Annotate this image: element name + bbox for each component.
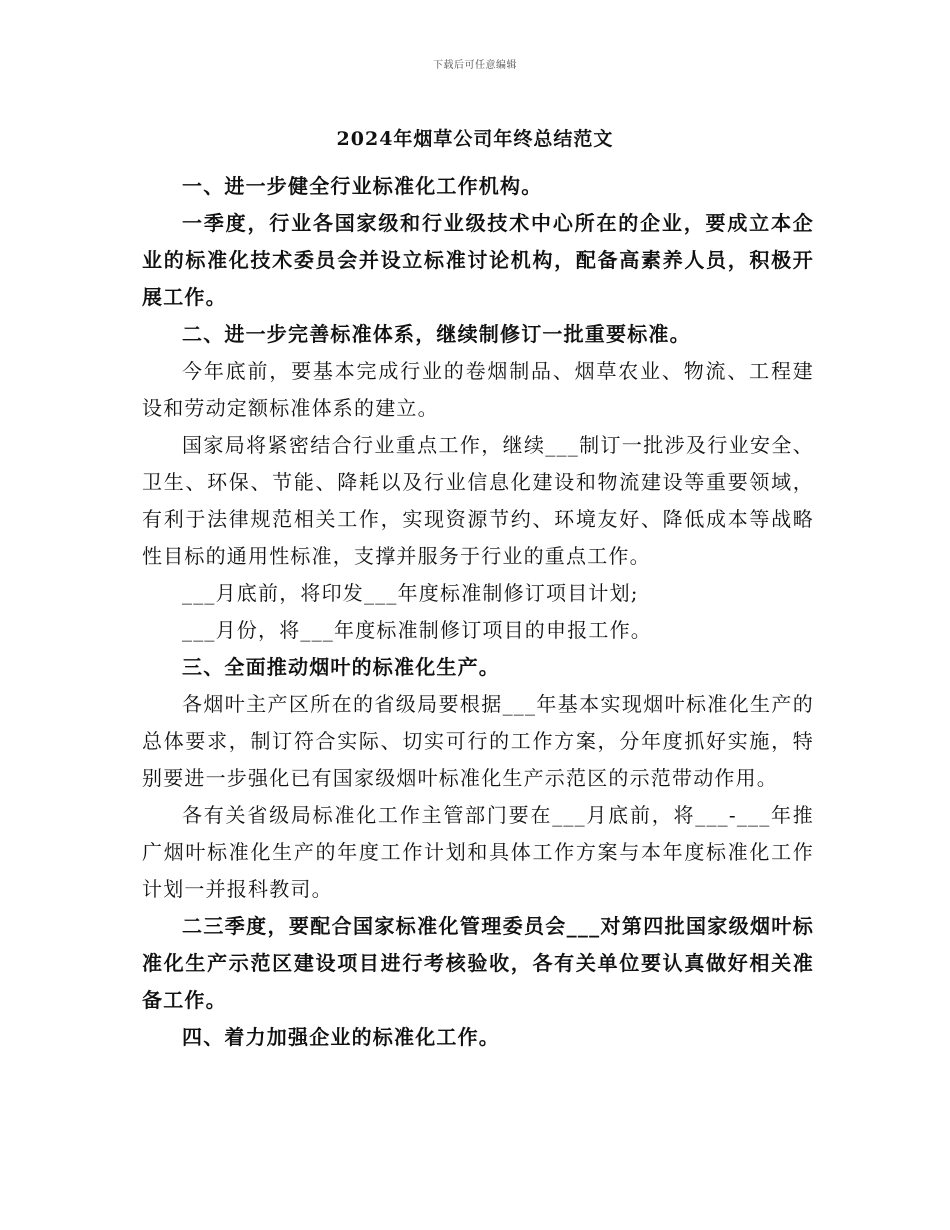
section-heading-3: 三、全面推动烟叶的标准化生产。 — [182, 655, 500, 679]
paragraph-q1-tech-committee: 一季度，行业各国家级和行业级技术中心所在的企业，要成立本企业的标准化技术委员会并设立标准讨论机构，配备高素养人员，积极开展工作。 — [142, 211, 814, 309]
section-heading-1: 一、进一步健全行业标准化工作机构。 — [182, 174, 543, 198]
section-heading-2: 二、进一步完善标准体系，继续制修订一批重要标准。 — [182, 322, 691, 346]
paragraph-plan-issue: ___月底前，将印发___年度标准制修订项目计划; — [182, 581, 639, 605]
paragraph-tobacco-regions: 各烟叶主产区所在的省级局要根据___年基本实现烟叶标准化生产的总体要求，制订符合实际、切实可行的工作方案，分年度抓好实施，特别要进一步强化已有国家级烟叶标准化生产示范区的示范带动作用。 — [142, 692, 814, 790]
section-heading-4: 四、着力加强企业的标准化工作。 — [182, 1025, 500, 1049]
document-body — [142, 168, 814, 1056]
document-title: 2024年烟草公司年终总结范文 — [336, 128, 614, 150]
paragraph-q2q3-acceptance: 二三季度，要配合国家标准化管理委员会___对第四批国家级烟叶标准化生产示范区建设项目进行考核验收，各有关单位要认真做好相关准备工作。 — [142, 914, 814, 1012]
paragraph-provincial-bureaus: 各有关省级局标准化工作主管部门要在___月底前，将___-___年推广烟叶标准化生产的年度工作计划和具体工作方案与本年度标准化工作计划一并报科教司。 — [142, 803, 814, 901]
paragraph-plan-application: ___月份，将___年度标准制修订项目的申报工作。 — [182, 618, 652, 642]
paragraph-national-bureau: 国家局将紧密结合行业重点工作，继续___制订一批涉及行业安全、卫生、环保、节能、降耗以及行业信息化建设和物流建设等重要领域，有利于法律规范相关工作，实现资源节约、环境友好、降低成本等战略性目标的通用性标准，支撑并服务于行业的重点工作。 — [142, 433, 814, 568]
paragraph-standard-system: 今年底前，要基本完成行业的卷烟制品、烟草农业、物流、工程建设和劳动定额标准体系的建立。 — [142, 359, 814, 420]
header-note: 下载后可任意编辑 — [433, 60, 517, 71]
